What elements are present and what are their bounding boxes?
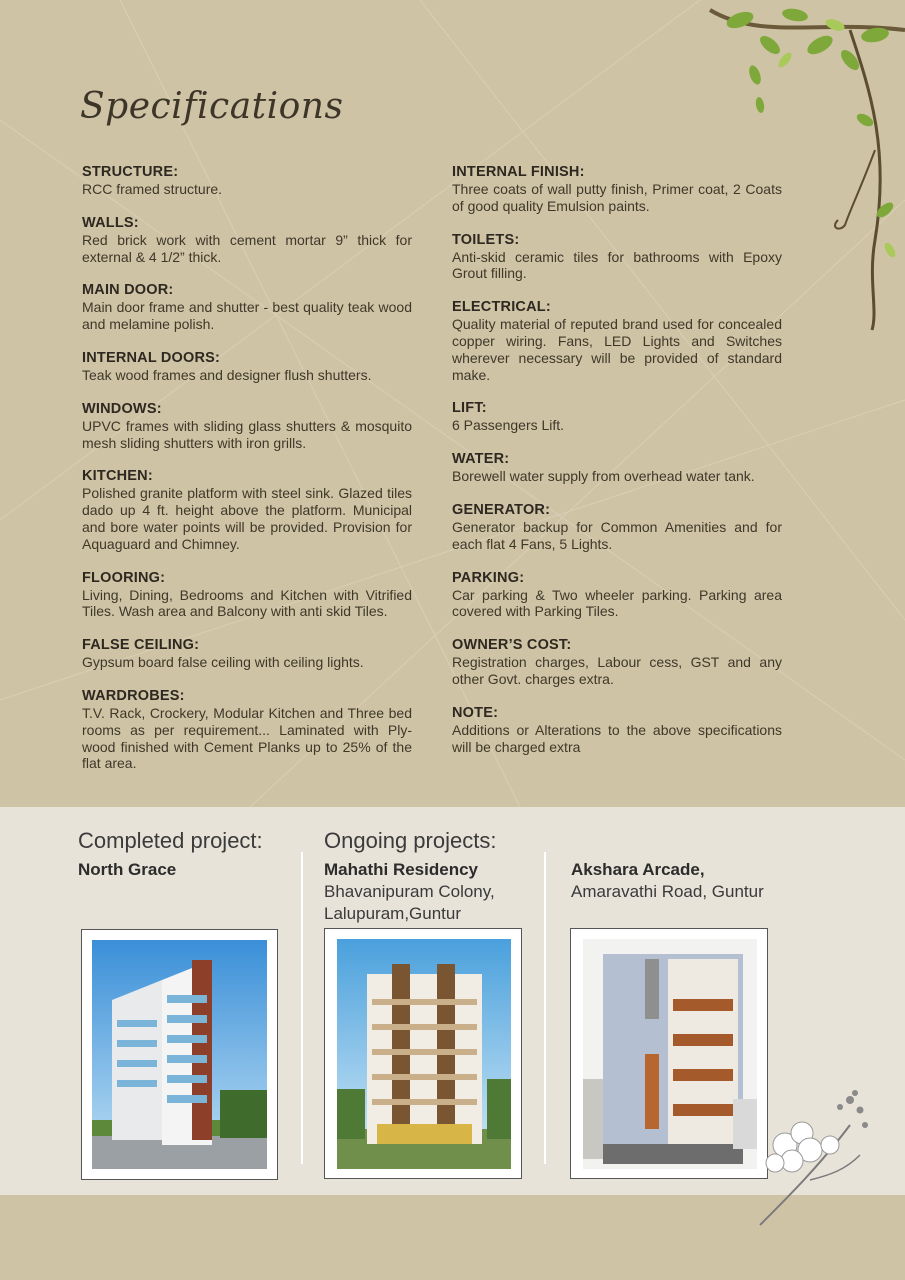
page-title: Specifications: [80, 86, 344, 127]
spec-heading: FALSE CEILING:: [82, 637, 200, 654]
building-photo-icon: [337, 939, 511, 1169]
spec-heading: WATER:: [452, 451, 510, 468]
spec-text: Additions or Alterations to the above specifications will be charged extra: [452, 721, 782, 755]
spec-text: Anti-skid ceramic tiles for bathrooms with Epoxy Grout filling.: [452, 248, 782, 282]
spec-item: [82, 468, 412, 552]
spec-item: [82, 688, 412, 772]
spec-item: [452, 705, 782, 756]
north-grace-photo: [81, 929, 278, 1180]
spec-heading: WALLS:: [82, 214, 139, 231]
project-name-akshara: Akshara Arcade,: [571, 860, 705, 879]
specs-right-column: [452, 164, 782, 772]
spec-item: [82, 637, 412, 671]
spec-heading: STRUCTURE:: [82, 164, 179, 180]
spec-text: Main door frame and shutter - best quality teak wood and melamine polish.: [82, 299, 412, 333]
spec-text: Teak wood frames and designer flush shutters.: [82, 366, 372, 383]
spec-item: [82, 282, 412, 333]
spec-heading: PARKING:: [452, 569, 525, 586]
spec-heading: INTERNAL DOORS:: [82, 349, 221, 366]
spec-heading: OWNER’S COST:: [452, 637, 572, 654]
spec-text: Registration charges, Labour cess, GST and any other Govt. charges extra.: [452, 654, 782, 687]
ongoing-projects-heading: Ongoing projects:: [324, 828, 497, 853]
spec-item: [82, 215, 412, 266]
spec-text: Gypsum board false ceiling with ceiling lights.: [82, 654, 364, 671]
spec-text: Quality material of reputed brand used for concealed copper wiring. Fans, LED Lights and Switches wherever necessary will be provided of standard make.: [452, 316, 782, 383]
spec-item: [452, 451, 782, 485]
spec-text: UPVC frames with sliding glass shutters & mosquito mesh sliding shutters with iron grills.: [82, 417, 412, 451]
spec-heading: LIFT:: [452, 400, 487, 417]
project-address-akshara: Amaravathi Road, Guntur: [571, 882, 764, 901]
spec-heading: TOILETS:: [452, 231, 520, 248]
project-name-north-grace: North Grace: [78, 860, 177, 879]
spec-heading: WINDOWS:: [82, 400, 162, 417]
project-address-mahathi: Bhavanipuram Colony, Lalupuram,Guntur: [324, 882, 495, 923]
spec-item: [82, 570, 412, 621]
spec-text: Polished granite platform with steel sink. Glazed tiles dado up 4 ft. height above the platform. Municipal and bore water points will be provided. Provision for Aquaguard and Chimney.: [82, 485, 412, 552]
spec-text: Three coats of wall putty finish, Primer coat, 2 Coats of good quality Emulsion paints.: [452, 181, 782, 214]
spec-text: Car parking & Two wheeler parking. Parking area covered with Parking Tiles.: [452, 586, 782, 620]
spec-text: Living, Dining, Bedrooms and Kitchen with Vitrified Tiles. Wash area and Balcony with anti skid Tiles.: [82, 586, 412, 620]
column-divider: [301, 852, 303, 1164]
completed-project-heading: Completed project:: [78, 828, 263, 853]
spec-item: [452, 299, 782, 383]
akshara-arcade-photo: [570, 928, 768, 1179]
flower-decoration: [740, 1085, 890, 1230]
spec-text: T.V. Rack, Crockery, Modular Kitchen and Three bed rooms as per requirement... Laminated with Ply-wood finished with Cement Planks up to 25% of the flat area.: [82, 704, 412, 772]
spec-item: [82, 164, 412, 198]
project-name-mahathi: Mahathi Residency: [324, 860, 478, 879]
spec-item: [452, 400, 782, 434]
spec-heading: WARDROBES:: [82, 687, 185, 704]
spec-heading: NOTE:: [452, 704, 499, 721]
building-photo-icon: [583, 939, 757, 1169]
spec-item: [82, 350, 412, 384]
spec-text: Red brick work with cement mortar 9” thick for external & 4 1/2” thick.: [82, 231, 412, 265]
spec-text: RCC framed structure.: [82, 181, 223, 197]
building-photo-icon: [92, 940, 267, 1169]
spec-item: [452, 164, 782, 215]
spec-item: [452, 570, 782, 621]
spec-item: [82, 401, 412, 452]
spec-heading: GENERATOR:: [452, 501, 551, 518]
spec-heading: ELECTRICAL:: [452, 299, 551, 316]
spec-text: Generator backup for Common Amenities and for each flat 4 Fans, 5 Lights.: [452, 518, 782, 552]
column-divider: [544, 852, 546, 1164]
spec-heading: FLOORING:: [82, 569, 166, 586]
spec-heading: INTERNAL FINISH:: [452, 164, 585, 180]
spec-item: [452, 502, 782, 553]
spec-item: [452, 637, 782, 688]
specs-left-column: [82, 164, 412, 789]
spec-item: [452, 232, 782, 283]
spec-heading: KITCHEN:: [82, 468, 153, 485]
spec-text: Borewell water supply from overhead water tank.: [452, 468, 755, 485]
spec-text: 6 Passengers Lift.: [452, 417, 565, 434]
spec-heading: MAIN DOOR:: [82, 282, 174, 299]
mahathi-residency-photo: [324, 928, 522, 1179]
